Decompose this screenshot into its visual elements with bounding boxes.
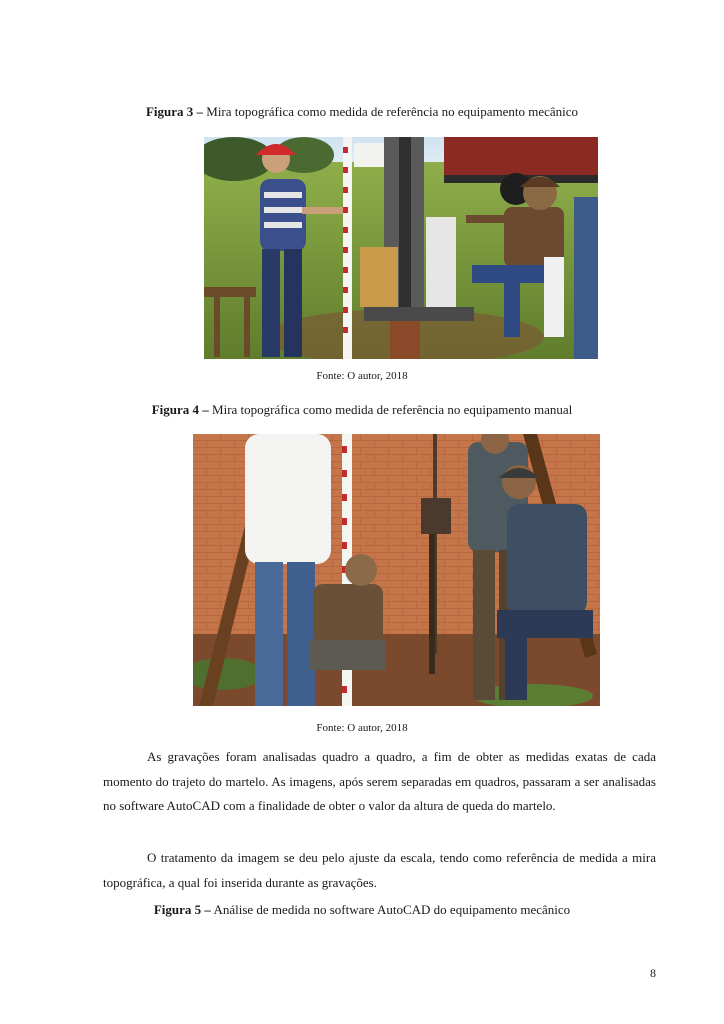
body-paragraph-2 [103, 846, 656, 895]
figure-4-source: Fonte: O autor, 2018 [316, 722, 408, 734]
body-paragraph-1 [103, 745, 656, 819]
figure-5-caption-text: Análise de medida no software AutoCAD do equipamento mecânico [210, 902, 571, 917]
figure-4-photo [193, 434, 600, 706]
body-paragraph-2-text: O tratamento da imagem se deu pelo ajuste da escala, tendo como referência de medida a mira topográfica, a qual foi inserida durante as gravações. [103, 850, 656, 890]
figure-5-label: Figura 5 – [153, 902, 211, 917]
figure-3-caption-text: Mira topográfica como medida de referência no equipamento mecânico [203, 104, 579, 119]
figure-3-label: Figura 3 – [145, 104, 204, 119]
photo-manual-equipment-icon [193, 434, 600, 706]
figure-5-caption [0, 902, 724, 918]
figure-4-label: Figura 4 – [151, 402, 209, 417]
body-paragraph-1-text: As gravações foram analisadas quadro a quadro, a fim de obter as medidas exatas de cada momento do trajeto do martelo. As imagens, após serem separadas em quadros, passaram a ser analisadas no software AutoCAD com a finalidade de obter o valor da altura de queda do martelo. [103, 749, 656, 813]
figure-4-caption [0, 402, 724, 418]
figure-3-caption [0, 104, 724, 120]
figure-3-photo [204, 137, 598, 359]
page-number: 8 [650, 966, 656, 980]
photo-mechanical-equipment-icon [204, 137, 598, 359]
figure-4-caption-text: Mira topográfica como medida de referência no equipamento manual [208, 402, 573, 417]
figure-3-source: Fonte: O autor, 2018 [316, 370, 408, 382]
